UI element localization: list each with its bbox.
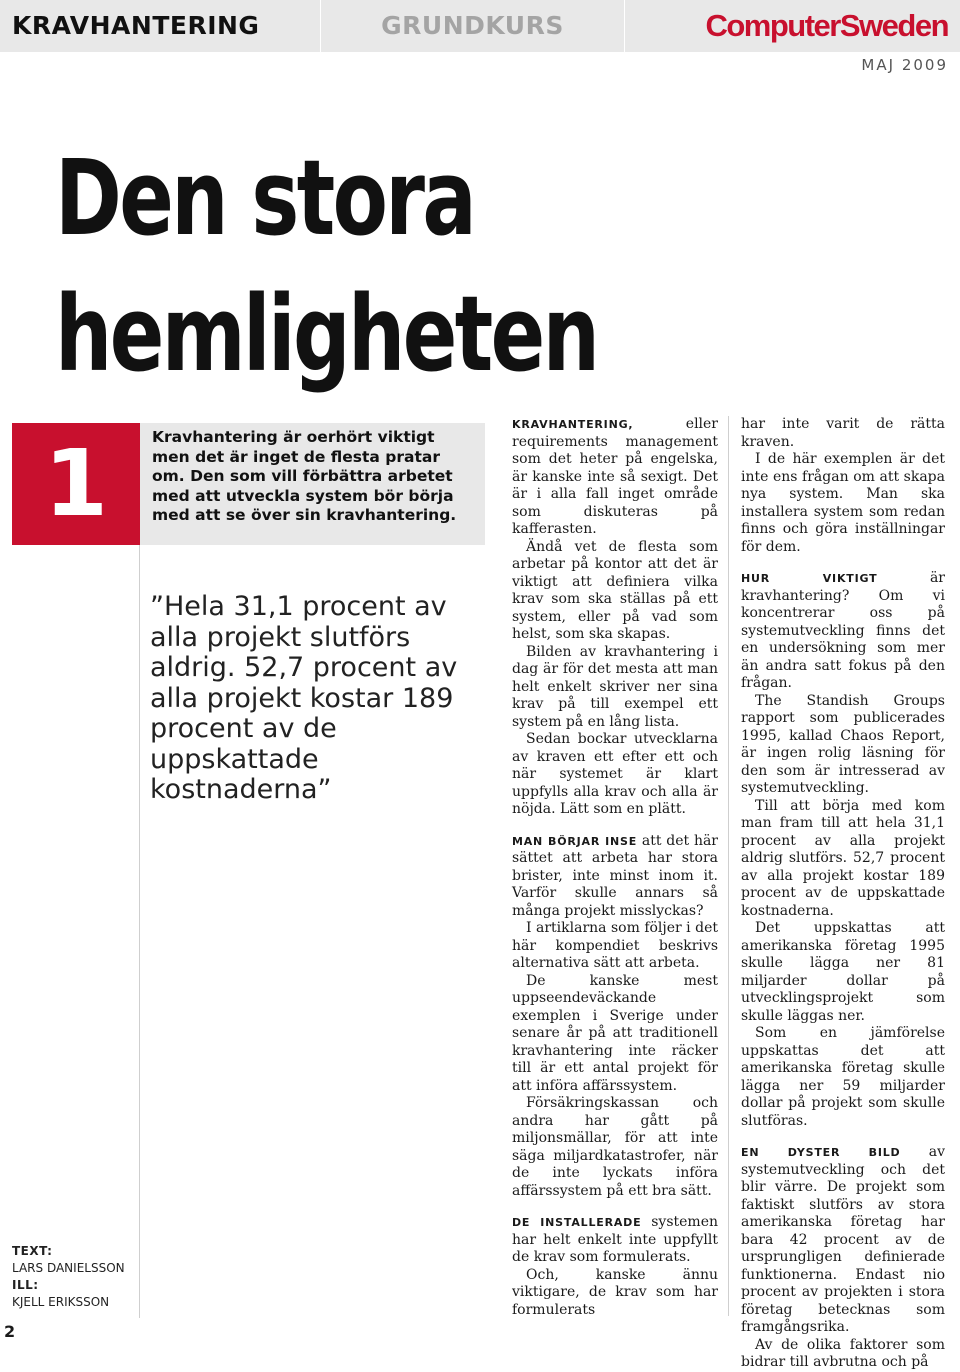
section-kicker: KRAVHANTERING [0,0,320,52]
body-paragraph [741,1337,945,1372]
body-paragraph [741,451,945,556]
body-paragraph [512,1267,718,1320]
chapter-number: 1 [12,423,140,545]
paragraph-lead-in: DE INSTALLERADE [512,1216,642,1229]
pull-quote: ”Hela 31,1 procent av alla projekt slutförs aldrig. 52,7 procent av alla projekt kostar 189 procent av de uppskattade kostnaderna” [150,591,458,805]
body-paragraph [512,1095,718,1200]
body-paragraph [512,1214,718,1267]
paragraph-lead-in: HUR VIKTIGT [741,572,878,585]
paragraph-text: The Standish Groups rapport som publicerades 1995, kallad Chaos Report, är ingen rolig läsning för den som är intresserad av systemutveckling. [741,692,945,796]
body-paragraph [512,920,718,973]
body-paragraph [741,798,945,921]
paragraph-text: Av de olika faktorer som bidrar till avbrutna och på [741,1336,945,1370]
paragraph-text: Bilden av kravhantering i dag är för det mesta att man helt enkelt skriver ner sina krav på till exempel ett system på en lång lista. [512,643,718,730]
body-paragraph [741,920,945,1025]
paragraph-text: av systemutveckling och det blir värre. De projekt som faktiskt slutförs av stora amerikanska företag har bara 42 procent av de ursprungligen definierade funktionerna. Endast nio procent av projekten i stora företag betecknas som framgångsrika. [741,1144,945,1335]
paragraph-text: eller requirements management som det heter på engelska, är kanske inte så sexigt. Det är i alla fall inget område som diskuteras på kafferasten. [512,416,718,537]
body-paragraph [512,731,718,819]
issue-date: MAJ 2009 [861,56,948,74]
illustration-credit-name: KJELL ERIKSSON [12,1295,110,1309]
paragraph-lead-in: MAN BÖRJAR INSE [512,834,638,848]
body-paragraph [741,416,945,451]
paragraph-text: Försäkringskassan och andra har gått på miljonsmällar, för att inte säga miljardkatastrofer, när de inte lyckats införa affärssystem på ett bra sätt. [512,1095,718,1199]
paragraph-lead-in: EN DYSTER BILD [741,1146,901,1159]
paragraph-text: systemen har helt enkelt inte uppfyllt de krav som formulerats. [512,1214,718,1265]
text-credit-label: TEXT: [12,1244,53,1258]
body-paragraph [512,833,718,921]
paragraph-text: Som en jämförelse uppskattas det att amerikanska företag skulle lägga ner 59 miljarder dollar på projekt som skulle slutföras. [741,1025,945,1129]
body-paragraph [741,693,945,798]
left-sidebar [0,423,140,1318]
body-column-2 [741,416,945,1372]
paragraph-text: I artiklarna som följer i det här kompendiet beskrivs alternativa sätt att arbeta. [512,920,718,971]
byline [12,1243,125,1311]
article-intro: Kravhantering är oerhört viktigt men det är inget de flesta pratar om. Den som vill förbättra arbetet med att utveckla system bör börja med att se över sin kravhantering. [152,428,457,524]
paragraph-text: Till att börja med kom man fram till att hela 31,1 procent av alla projekt aldrig slutförs. 52,7 procent av alla projekt kostar 189 procent av de uppskattade kostnaderna. [741,797,945,919]
page-number: 2 [4,1322,16,1341]
paragraph-text: är kravhantering? Om vi koncentrerar oss på systemutveckling finns det en undersökning som mer än andra satt fokus på den frågan. [741,570,945,691]
course-label: GRUNDKURS [321,0,624,52]
paragraph-text: Och, kanske ännu viktigare, de krav som har formulerats [512,1266,718,1318]
brand-logo: ComputerSweden [625,0,960,52]
paragraph-lead-in: KRAVHANTERING, [512,418,634,431]
text-credit-name: LARS DANIELSSON [12,1261,125,1275]
paragraph-text: I de här exemplen är det inte ens frågan om att skapa nya system. Man ska installera system som redan finns och göra inställningar för dem. [741,451,945,555]
body-paragraph [741,570,945,693]
body-paragraph [512,539,718,644]
body-paragraph [741,1144,945,1337]
body-paragraph [741,1025,945,1130]
body-column-1 [512,416,718,1319]
paragraph-text: De kanske mest uppseendeväckande exemplen i Sverige under senare år på att traditionell kravhantering inte räcker till är ett antal projekt för att införa affärssystem. [512,972,718,1094]
paragraph-text: att det här sättet att arbeta har stora brister, inte minst inom it. Varför skulle annars så många projekt misslyckas? [512,832,718,919]
paragraph-text: Ändå vet de flesta som arbetar på kontor att det är viktigt att definiera vilka krav som ska ställas på ett system, eller på vad som helst, som ska skapas. [512,538,718,642]
paragraph-text: har inte varit de rätta kraven. [741,416,945,450]
title-line-2: hemligheten [55,273,598,395]
paragraph-text: Sedan bockar utvecklarna av kraven ett efter ett och när systemet är klart uppfylls alla krav och alla är nöjda. Lätt som en plätt. [512,731,718,817]
body-paragraph [512,644,718,732]
article-title [55,130,812,402]
illustration-credit-label: ILL: [12,1278,39,1292]
header-bar [0,0,960,52]
body-paragraph [512,416,718,539]
body-paragraph [512,973,718,1096]
column-divider [728,416,729,1316]
paragraph-text: Det uppskattas att amerikanska företag 1995 skulle lägga ner 81 miljarder dollar på utvecklingsprojekt som skulle läggas ner. [741,920,945,1024]
title-line-1: Den stora [55,137,475,259]
